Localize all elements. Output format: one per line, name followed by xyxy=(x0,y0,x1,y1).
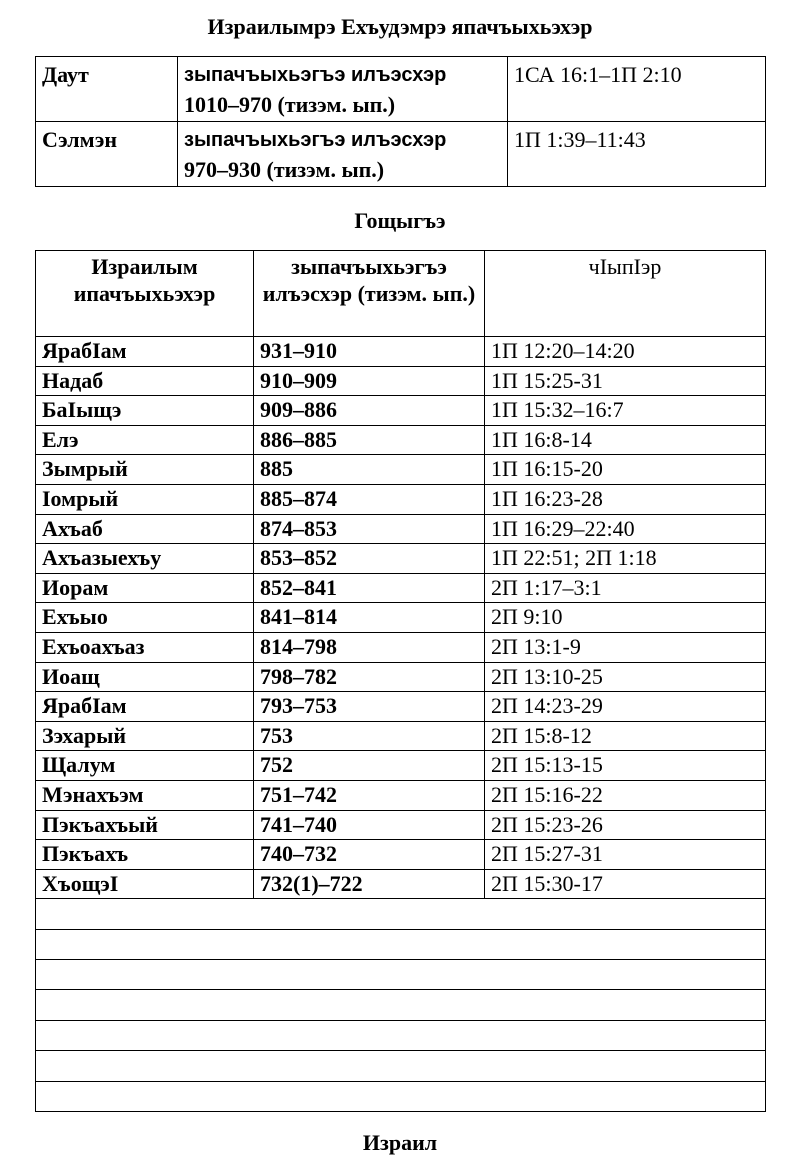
main-title: Израилымрэ Ехъудэмрэ япачъыхьэхэр xyxy=(207,14,593,39)
reference-cell: 1П 1:39–11:43 xyxy=(508,122,766,187)
reference-cell: 2П 15:30-17 xyxy=(485,869,766,899)
king-name-cell: Ехъоахъаз xyxy=(36,632,254,662)
table-row xyxy=(36,396,766,426)
table-row xyxy=(36,840,766,870)
header-reference: чIыпIэр xyxy=(485,251,766,337)
king-name-cell: Сэлмэн xyxy=(36,122,178,187)
table-row xyxy=(36,57,766,122)
blank-cell xyxy=(36,899,766,929)
blank-cell xyxy=(36,1081,766,1111)
blank-row xyxy=(36,990,766,1020)
table-row xyxy=(36,751,766,781)
table-row xyxy=(36,692,766,722)
reign-years-cell xyxy=(178,122,508,187)
blank-row xyxy=(36,899,766,929)
reference-cell: 2П 14:23-29 xyxy=(485,692,766,722)
reign-years-cell: 852–841 xyxy=(254,573,485,603)
reference-cell: 2П 13:10-25 xyxy=(485,662,766,692)
reference-cell: 2П 13:1-9 xyxy=(485,632,766,662)
header-reign-years: зыпачъыхьэгъэ илъэсхэр (тизэм. ып.) xyxy=(254,251,485,337)
reference-cell: 1П 16:15-20 xyxy=(485,455,766,485)
table-row xyxy=(36,632,766,662)
table-row xyxy=(36,810,766,840)
reign-years-cell: 814–798 xyxy=(254,632,485,662)
king-name-cell: Пэкъахъый xyxy=(36,810,254,840)
table-row xyxy=(36,573,766,603)
table-row xyxy=(36,484,766,514)
reign-years-cell: 931–910 xyxy=(254,337,485,367)
reign-years-cell: 732(1)–722 xyxy=(254,869,485,899)
king-name-cell: Иорам xyxy=(36,573,254,603)
reign-years-cell: 909–886 xyxy=(254,396,485,426)
table-row xyxy=(36,662,766,692)
reference-cell: 1П 15:32–16:7 xyxy=(485,396,766,426)
reign-years-cell: 885 xyxy=(254,455,485,485)
table-row xyxy=(36,455,766,485)
blank-row xyxy=(36,929,766,959)
header-kings: Израилым ипачъыхьэхэр xyxy=(36,251,254,337)
king-name-cell: ЯрабIам xyxy=(36,337,254,367)
blank-row xyxy=(36,1020,766,1050)
blank-cell xyxy=(36,960,766,990)
reign-years-cell: 751–742 xyxy=(254,780,485,810)
king-name-cell: Iомрый xyxy=(36,484,254,514)
term-label: зыпачъыхьэгъэ илъэсхэр xyxy=(184,64,447,86)
table-row xyxy=(36,425,766,455)
table-row xyxy=(36,337,766,367)
king-name-cell: Ехъыо xyxy=(36,603,254,633)
reference-cell: 1П 15:25-31 xyxy=(485,366,766,396)
table-row xyxy=(36,603,766,633)
israel-kings-table xyxy=(35,250,766,1112)
blank-cell xyxy=(36,929,766,959)
table-row xyxy=(36,366,766,396)
reign-years-cell: 752 xyxy=(254,751,485,781)
king-name-cell: БаIыщэ xyxy=(36,396,254,426)
blank-row xyxy=(36,1081,766,1111)
table-row xyxy=(36,721,766,751)
king-name-cell: ЯрабIам xyxy=(36,692,254,722)
king-name-cell: Мэнахъэм xyxy=(36,780,254,810)
king-name-cell: ХъощэI xyxy=(36,869,254,899)
king-name-cell: Елэ xyxy=(36,425,254,455)
blank-cell xyxy=(36,1020,766,1050)
table-row xyxy=(36,780,766,810)
reign-years-cell: 886–885 xyxy=(254,425,485,455)
king-name-cell: Ахъазыехъу xyxy=(36,544,254,574)
term-label: зыпачъыхьэгъэ илъэсхэр xyxy=(184,129,447,151)
king-name-cell: Даут xyxy=(36,57,178,122)
reference-cell: 2П 15:27-31 xyxy=(485,840,766,870)
king-name-cell: Зэхарый xyxy=(36,721,254,751)
section-heading-divided: Гощыгъэ xyxy=(354,208,446,233)
reference-cell: 1П 16:23-28 xyxy=(485,484,766,514)
reign-years-cell xyxy=(178,57,508,122)
reign-years-cell: 741–740 xyxy=(254,810,485,840)
reference-cell: 1П 22:51; 2П 1:18 xyxy=(485,544,766,574)
table-row xyxy=(36,869,766,899)
king-name-cell: Пэкъахъ xyxy=(36,840,254,870)
king-name-cell: Надаб xyxy=(36,366,254,396)
kings-table-body xyxy=(36,337,766,1112)
table-row xyxy=(36,544,766,574)
reference-cell: 2П 15:16-22 xyxy=(485,780,766,810)
king-name-cell: Иоащ xyxy=(36,662,254,692)
reign-years-cell: 793–753 xyxy=(254,692,485,722)
reference-cell: 2П 15:8-12 xyxy=(485,721,766,751)
reign-years-cell: 910–909 xyxy=(254,366,485,396)
reference-cell: 2П 1:17–3:1 xyxy=(485,573,766,603)
reign-years: 970–930 (тизэм. ып.) xyxy=(184,157,385,182)
king-name-cell: Ахъаб xyxy=(36,514,254,544)
united-kingdom-table xyxy=(35,56,766,187)
reign-years-cell: 874–853 xyxy=(254,514,485,544)
section-heading-israel: Израил xyxy=(362,1130,438,1155)
king-name-cell: Зымрый xyxy=(36,455,254,485)
reign-years-cell: 841–814 xyxy=(254,603,485,633)
king-name-cell: Щалум xyxy=(36,751,254,781)
reference-cell: 2П 15:23-26 xyxy=(485,810,766,840)
reign-years-cell: 740–732 xyxy=(254,840,485,870)
reference-cell: 1П 16:29–22:40 xyxy=(485,514,766,544)
reference-cell: 1П 12:20–14:20 xyxy=(485,337,766,367)
reign-years-cell: 885–874 xyxy=(254,484,485,514)
table-row xyxy=(36,514,766,544)
blank-row xyxy=(36,1051,766,1081)
reference-cell: 1СА 16:1–1П 2:10 xyxy=(508,57,766,122)
reign-years-cell: 798–782 xyxy=(254,662,485,692)
reign-years: 1010–970 (тизэм. ып.) xyxy=(184,92,396,117)
reference-cell: 1П 16:8-14 xyxy=(485,425,766,455)
table-header-row xyxy=(36,251,766,337)
reign-years-cell: 853–852 xyxy=(254,544,485,574)
table-row xyxy=(36,122,766,187)
blank-cell xyxy=(36,1051,766,1081)
reign-years-cell: 753 xyxy=(254,721,485,751)
blank-cell xyxy=(36,990,766,1020)
blank-row xyxy=(36,960,766,990)
reference-cell: 2П 15:13-15 xyxy=(485,751,766,781)
reference-cell: 2П 9:10 xyxy=(485,603,766,633)
